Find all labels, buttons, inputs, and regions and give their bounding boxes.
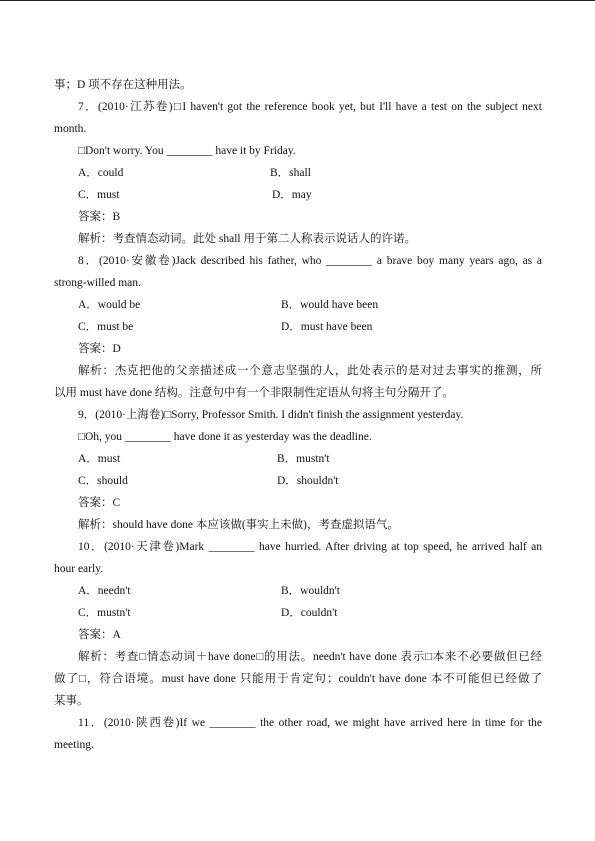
text-line: hour early. — [54, 563, 104, 575]
answer: 答案：D — [78, 343, 121, 355]
option-b: B．mustn't — [277, 453, 330, 465]
explanation-cont: 以用 must have done 结构。注意句中有一个非限制性定语从句将主句分隔开了。 — [54, 387, 454, 399]
option-a: A．would be — [78, 299, 141, 311]
explanation-cont: 做了□，符合语境。must have done 只能用于肯定句；couldn't have done 本不可能但已经做了 — [54, 673, 542, 685]
question-8-stem: 8．(2010·安徽卷)Jack described his father, who ________ a brave boy many years ago, as a — [78, 255, 542, 267]
option-d: D．shouldn't — [277, 475, 339, 487]
explanation-cont: 某事。 — [54, 695, 89, 707]
question-9-stem: 9．(2010·上海卷)□Sorry, Professor Smith. I didn't finish the assignment yesterday. — [78, 409, 464, 421]
text-line: 事；D 项不存在这种用法。 — [54, 79, 192, 91]
option-b: B．would have been — [281, 299, 379, 311]
option-d: D．couldn't — [281, 607, 338, 619]
text-line: month. — [54, 123, 87, 135]
option-c: C．mustn't — [78, 607, 131, 619]
explanation: 解析：考查情态动词。此处 shall 用于第二人称表示说话人的许诺。 — [78, 233, 416, 245]
question-11-stem: 11．(2010·陕西卷)If we ________ the other road, we might have arrived here in time for the — [78, 717, 542, 729]
option-d: D．may — [272, 189, 312, 201]
question-10-stem: 10．(2010·天津卷)Mark ________ have hurried. After driving at top speed, he arrived half an — [78, 541, 542, 553]
option-a: A．needn't — [78, 585, 131, 597]
option-b: B．wouldn't — [281, 585, 340, 597]
answer: 答案：B — [78, 211, 121, 223]
answer: 答案：C — [78, 497, 121, 509]
question-7-stem: 7．(2010·江苏卷)□I haven't got the reference book yet, but I'll have a test on the subject next — [78, 101, 542, 113]
explanation: 解析：考查□情态动词＋have done□的用法。needn't have done 表示□本来不必要做但已经 — [78, 651, 542, 663]
option-c: C．should — [78, 475, 128, 487]
question-9-dialog: □Oh, you ________ have done it as yesterday was the deadline. — [78, 431, 372, 443]
question-7-dialog: □Don't worry. You ________ have it by Friday. — [78, 145, 296, 157]
answer: 答案：A — [78, 629, 121, 641]
explanation: 解析：杰克把他的父亲描述成一个意志坚强的人，此处表示的是对过去事实的推测，所 — [78, 365, 542, 377]
page-top-border — [0, 0, 595, 1]
explanation: 解析：should have done 本应该做(事实上未做)，考查虚拟语气。 — [78, 519, 400, 531]
text-line: strong-willed man. — [54, 277, 141, 289]
option-d: D．must have been — [281, 321, 373, 333]
option-c: C．must be — [78, 321, 134, 333]
option-c: C．must — [78, 189, 120, 201]
option-a: A．must — [78, 453, 121, 465]
text-line: meeting. — [54, 739, 94, 751]
option-a: A．could — [78, 167, 124, 179]
option-b: B．shall — [270, 167, 311, 179]
